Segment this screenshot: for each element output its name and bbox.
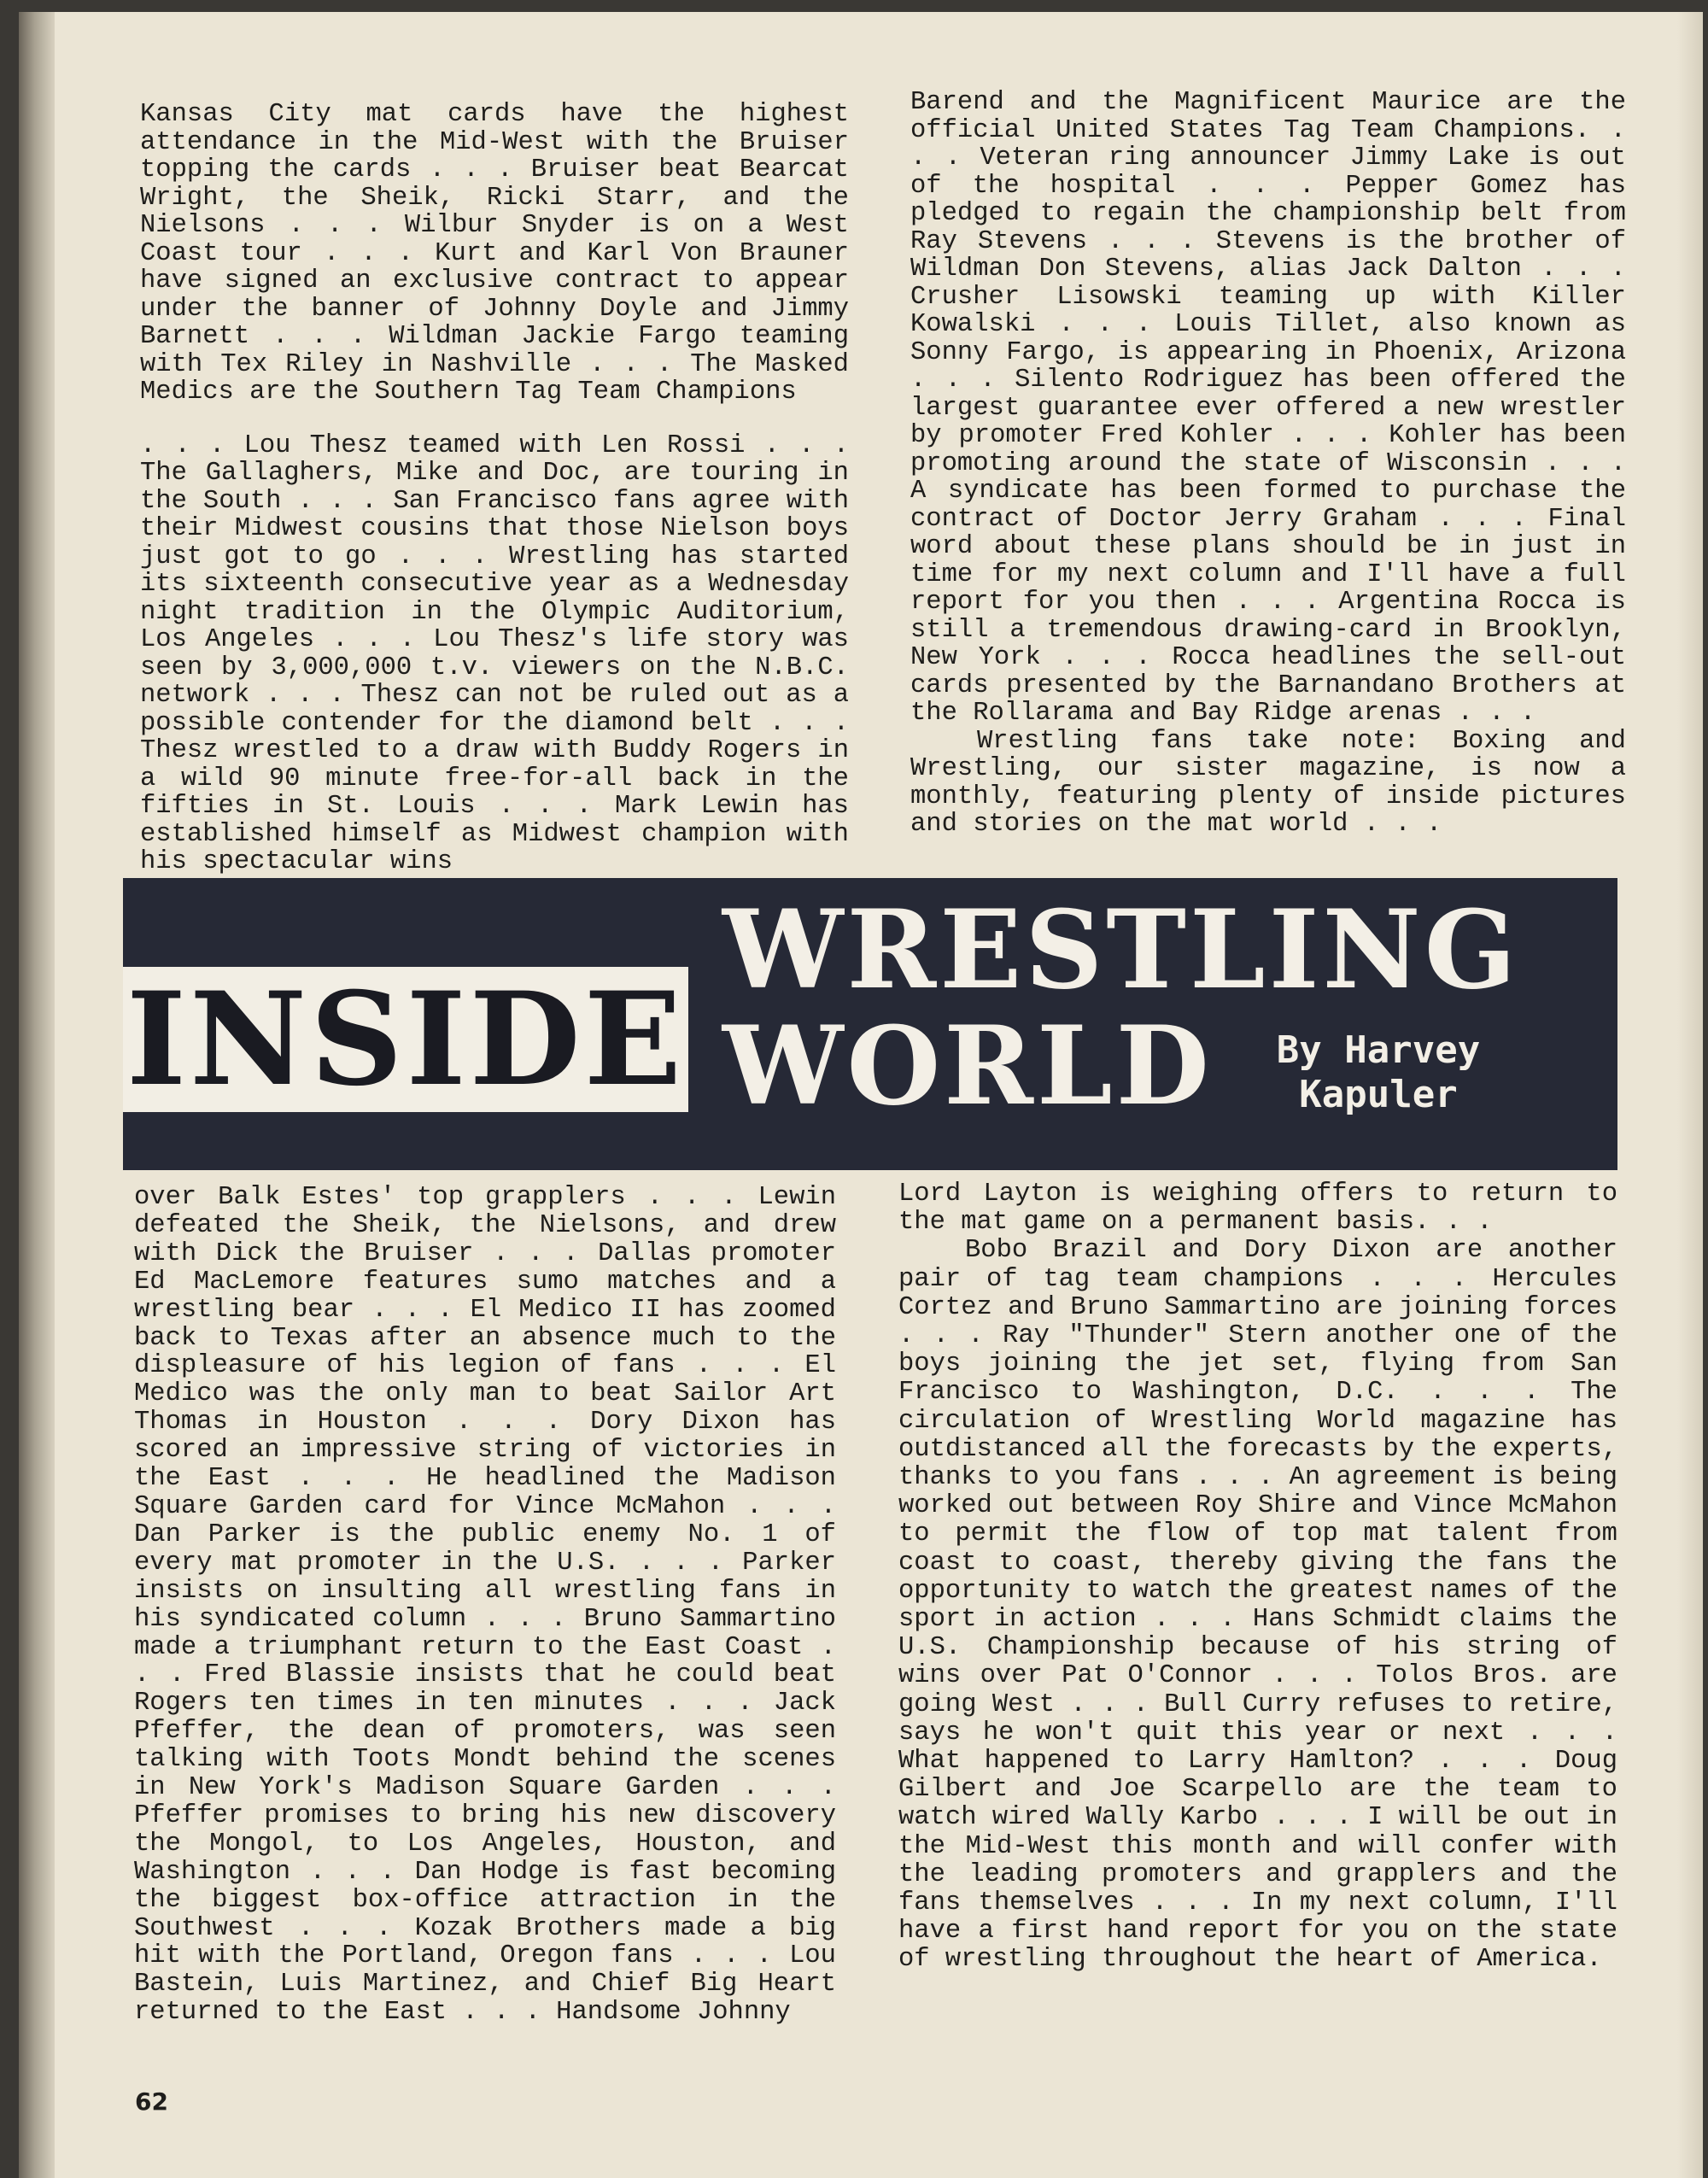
headline-wrestling: WRESTLING bbox=[722, 887, 1520, 1013]
headline-inside-box bbox=[123, 964, 688, 1115]
byline-line-2: Kapuler bbox=[1299, 1073, 1458, 1116]
page-number: 62 bbox=[135, 2087, 168, 2116]
article-paragraph: . . . Lou Thesz teamed with Len Rossi . . . The Gallaghers, Mike and Doc, are touring in the South . . . San Francisco fans agree with their Midwest cousins that those Nielson boys just got to go . . . Wrestling has started its sixteenth consecutive year as a Wednesday night tradition in the Olympic Auditorium, Los Angeles . . . Lou Thesz's life story was seen by 3,000,000 t.v. viewers on the N.B.C. network . . . Thesz can not be ruled out as a possible contender for the diamond belt . . . Thesz wrestled to a draw with Buddy Rogers in a wild 90 minute free-for-all back in the fifties in St. Louis . . . Mark Lewin has established himself as Midwest champion with his spectacular wins bbox=[140, 430, 849, 876]
article-paragraph: Barend and the Magnificent Maurice are the official United States Tag Team Champions. . . . Veteran ring announcer Jimmy Lake is out of the hospital . . . Pepper Gomez has pledged to regain the championship belt from Ray Stevens . . . Stevens is the brother of Wildman Don Stevens, alias Jack Dalton . . . Crusher Lisowski teaming up with Killer Kowalski . . . Louis Tillet, also known as Sonny Fargo, is appearing in Phoenix, Arizona . . . Silento Rodriguez has been offered the largest guarantee ever offered a new wrestler by promoter Fred Kohler . . . Kohler has been promoting around the state of Wisconsin . . . A syndicate has been formed to purchase the contract of Doctor Jerry Graham . . . Final word about these plans should be in just in time for my next column and I'll have a full report for you then . . . Argentina Rocca is still a tremendous drawing-card in Brooklyn, New York . . . Rocca headlines the sell-out cards presented by the Barnandano Brothers at the Rollarama and Bay Ridge arenas . . . bbox=[910, 88, 1626, 728]
page-edge-shadow bbox=[1677, 12, 1703, 2178]
article-paragraph: over Balk Estes' top grapplers . . . Lewin defeated the Sheik, the Nielsons, and drew with Dick the Bruiser . . . Dallas promoter Ed MacLemore features sumo matches and a wrestling bear . . . El Medico II has zoomed back to Texas after an absence much to the displeasure of his legion of fans . . . El Medico was the only man to beat Sailor Art Thomas in Houston . . . Dory Dixon has scored an impressive string of victories in the East . . . He headlined the Madison Square Garden card for Vince McMahon . . . Dan Parker is the public enemy No. 1 of every mat promoter in the U.S. . . . Parker insists on insulting all wrestling fans in his syndicated column . . . Bruno Sammartino made a triumphant return to the East Coast . . . Fred Blassie insists that he could beat Rogers ten times in ten minutes . . . Jack Pfeffer, the dean of promoters, was seen talking with Toots Mondt behind the scenes in New York's Madison Square Garden . . . Pfeffer promises to bring his new discovery the Mongol, to Los Angeles, Houston, and Washington . . . Dan Hodge is fast becoming the biggest box-office attraction in the Southwest . . . Kozak Brothers made a big hit with the Portland, Oregon fans . . . Lou Bastein, Luis Martinez, and Chief Big Heart returned to the East . . . Handsome Johnny bbox=[134, 1183, 836, 2028]
magazine-page bbox=[19, 12, 1703, 2178]
article-paragraph: Wrestling fans take note: Boxing and Wrestling, our sister magazine, is now a monthly, featuring plenty of inside pictures and stories on the mat world . . . bbox=[910, 726, 1626, 839]
article-column-bottom-left bbox=[134, 1184, 836, 2027]
page-spine-shadow bbox=[19, 12, 55, 2178]
byline-line-1: By Harvey bbox=[1276, 1028, 1481, 1072]
article-paragraph: Kansas City mat cards have the highest attendance in the Mid-West with the Bruiser topping the cards . . . Bruiser beat Bearcat Wright, the Sheik, Ricki Starr, and the Nielsons . . . Wilbur Snyder is on a West Coast tour . . . Kurt and Karl Von Brauner have signed an exclusive contract to appear under the banner of Johnny Doyle and Jimmy Barnett . . . Wildman Jackie Fargo teaming with Tex Riley in Nashville . . . The Masked Medics are the Southern Tag Team Champions bbox=[140, 100, 849, 407]
article-column-top-right bbox=[910, 89, 1626, 839]
headline-banner bbox=[123, 878, 1617, 1170]
article-paragraph: Bobo Brazil and Dory Dixon are another pair of tag team champions . . . Hercules Cortez and Bruno Sammartino are joining forces . . . Ray "Thunder" Stern another one of the boys joining the jet set, flying from San Francisco to Washington, D.C. . . . The circulation of Wrestling World magazine has outdistanced all the forecasts by the experts, thanks to you fans . . . An agreement is being worked out between Roy Shire and Vince McMahon to permit the flow of top mat talent from coast to coast, thereby giving the fans the opportunity to watch the greatest names of the sport in action . . . Hans Schmidt claims the U.S. Championship because of his string of wins over Pat O'Connor . . . Tolos Bros. are going West . . . Bull Curry refuses to retire, says he won't quit this year or next . . . What happened to Larry Hamlton? . . . Doug Gilbert and Joe Scarpello are the team to watch wired Wally Karbo . . . I will be out in the Mid-West this month and will confer with the leading promoters and grapplers and the fans themselves . . . In my next column, I'll have a first hand report for you on the state of wrestling throughout the heart of America. bbox=[898, 1236, 1617, 1975]
author-byline bbox=[1250, 1028, 1506, 1117]
headline-world: WORLD bbox=[722, 1003, 1213, 1129]
article-column-top-left bbox=[140, 101, 849, 876]
article-column-bottom-right bbox=[898, 1180, 1617, 1975]
article-paragraph: Lord Layton is weighing offers to return to the mat game on a permanent basis. . . bbox=[898, 1180, 1617, 1238]
headline-inside: INSIDE bbox=[126, 964, 686, 1115]
